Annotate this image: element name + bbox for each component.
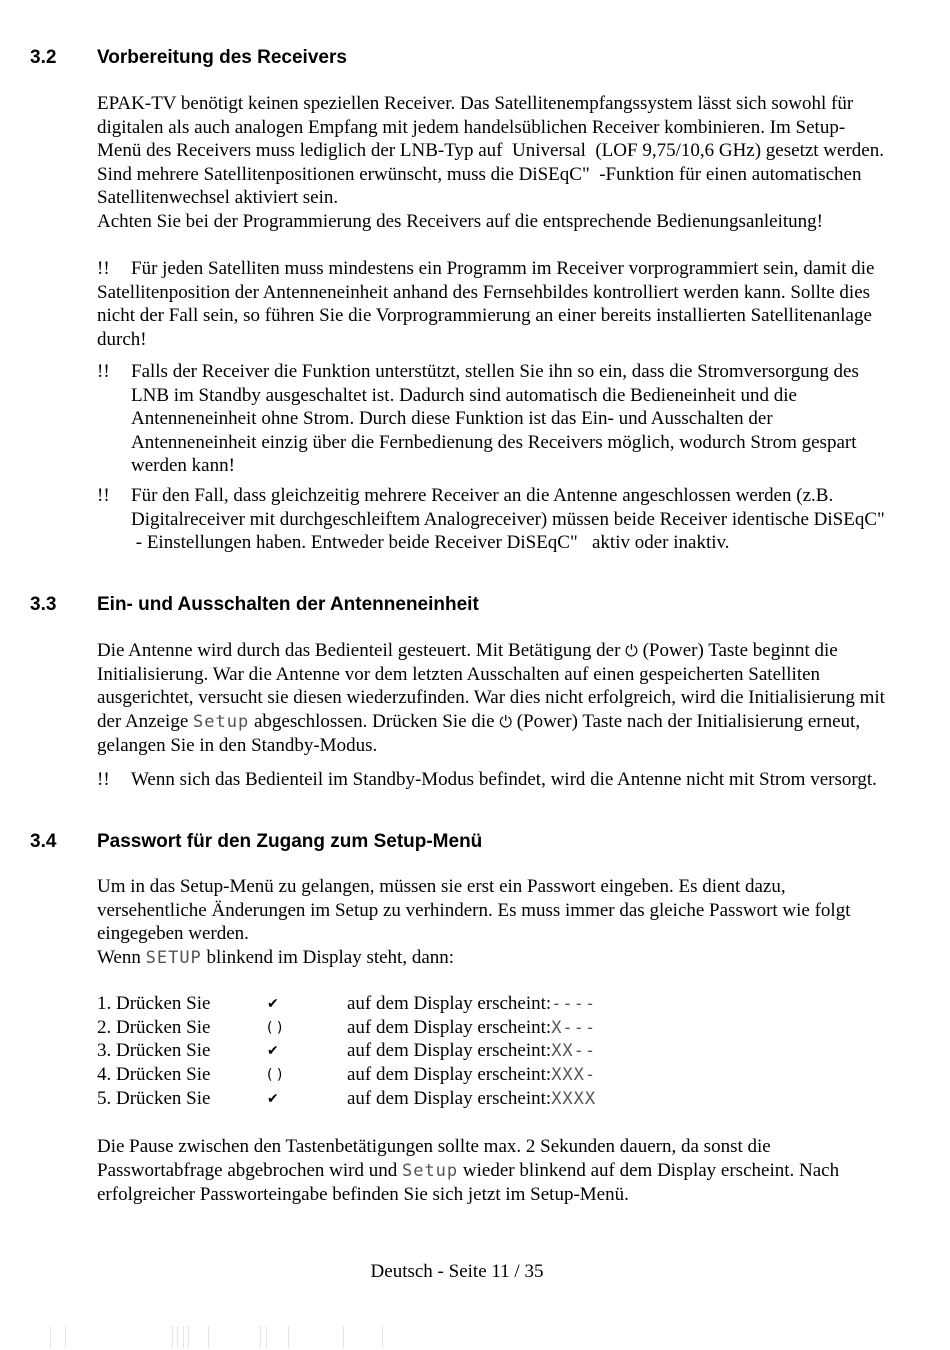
lcd-display-text: XXXX — [551, 1089, 597, 1110]
check-icon: ✔ — [267, 1043, 279, 1060]
list-item — [97, 1040, 797, 1064]
cycle-icon: ( ) — [267, 1019, 283, 1036]
note-1 — [97, 257, 887, 351]
note-4 — [97, 768, 887, 792]
section-number: 3.2 — [30, 47, 57, 68]
lcd-display-text: X--- — [551, 1017, 597, 1038]
section-heading-3-2 — [30, 47, 347, 69]
paragraph — [97, 1135, 887, 1207]
section-heading-3-4 — [30, 831, 482, 853]
section-number: 3.3 — [30, 594, 57, 615]
paragraph — [97, 946, 887, 971]
step-label: 1. Drücken Sie — [97, 992, 211, 1014]
step-label: 3. Drücken Sie — [97, 1040, 211, 1062]
list-item — [97, 992, 797, 1016]
check-icon: ✔ — [267, 995, 279, 1012]
note-mark: !! — [97, 485, 110, 506]
note-mark: !! — [97, 361, 110, 382]
step-label: 5. Drücken Sie — [97, 1088, 211, 1110]
paragraph: Achten Sie bei der Programmierung des Receivers auf die entsprechende Bedienungsanleitung! — [97, 210, 823, 232]
lcd-display-text: Setup — [193, 711, 250, 732]
text-run: (Power) Taste beginnt die Initialisierung. War die Antenne vor dem letzten Ausschalten auf einen gespeicherten Satelliten ausgerichtet, versucht sie diesen wiederzufinden. War dies nicht erfolgreich, wird die Initialisierung mit der Anzeige — [97, 640, 885, 732]
text-run: (Power) Taste nach der Initialisierung erneut, gelangen Sie in den Standby-Modus. — [97, 710, 861, 757]
note-mark: !! — [97, 769, 110, 790]
step-text: auf dem Display erscheint: — [347, 1040, 552, 1062]
section-number: 3.4 — [30, 831, 57, 852]
cycle-icon: ( ) — [267, 1067, 283, 1084]
section-3-2-body — [97, 92, 887, 234]
page-footer: Deutsch - Seite 11 / 35 — [370, 1261, 544, 1282]
list-item — [97, 1087, 797, 1111]
step-label: 2. Drücken Sie — [97, 1016, 211, 1038]
note-mark: !! — [97, 258, 110, 279]
note-text: Falls der Receiver die Funktion unterstützt, stellen Sie ihn so ein, dass die Stromversorgung des LNB im Standby ausgeschaltet ist. Dadurch sind automatisch die Bedieneinheit und die Antenneneinheit ohne Strom. Durch diese Funktion ist das Ein- und Ausschalten der Antenneneinheit einzig über die Fernbedienung des Receivers möglich, wodurch Strom gespart werden kann! — [131, 361, 859, 477]
section-3-4-body — [97, 875, 887, 970]
lcd-display-text: XXX- — [551, 1065, 597, 1086]
scan-artifacts — [40, 1326, 440, 1350]
lcd-display-text: Setup — [401, 1160, 459, 1181]
lcd-display-text: SETUP — [145, 947, 202, 968]
section-title: Vorbereitung des Receivers — [97, 47, 347, 68]
step-text: auf dem Display erscheint: — [347, 1064, 552, 1086]
note-3 — [97, 484, 887, 555]
step-label: 4. Drücken Sie — [97, 1064, 211, 1086]
power-icon: ⏻ — [499, 711, 512, 731]
section-heading-3-3 — [30, 594, 479, 616]
step-text: auf dem Display erscheint: — [347, 1016, 552, 1038]
text-run: Wenn — [97, 946, 141, 968]
section-3-3-body — [97, 639, 887, 758]
note-text: Für jeden Satelliten muss mindestens ein Programm im Receiver vorprogrammiert sein, damit die Satellitenposition der Antenneneinheit anhand des Fernsehbildes kontrolliert werden kann. Sollte dies nicht der Fall sein, so führen Sie die Vorprogrammierung an einer bereits installierten Satellitenanlage durch! — [97, 258, 875, 350]
section-3-4-closing — [97, 1135, 887, 1207]
power-icon: ⏻ — [625, 641, 638, 660]
password-steps — [97, 992, 797, 1111]
text-run: Die Antenne wird durch das Bedienteil gesteuert. Mit Betätigung der — [97, 640, 621, 661]
step-text: auf dem Display erscheint: — [347, 992, 552, 1014]
paragraph — [97, 639, 887, 758]
note-text: Wenn sich das Bedienteil im Standby-Modus befindet, wird die Antenne nicht mit Strom versorgt. — [131, 769, 877, 790]
list-item — [97, 1016, 797, 1040]
paragraph: Um in das Setup-Menü zu gelangen, müssen sie erst ein Passwort eingeben. Es dient dazu, versehentliche Änderungen im Setup zu verhindern. Es muss immer das gleiche Passwort wie folgt eingegeben werden. — [97, 876, 851, 945]
text-run: abgeschlossen. Drücken Sie die — [253, 710, 495, 732]
note-text: Für den Fall, dass gleichzeitig mehrere Receiver an die Antenne angeschlossen werden (z.B. Digitalreceiver mit durchgeschleiftem Analogreceiver) müssen beide Receiver identische DiSEqC" - Einstellungen haben. Entweder beide Receiver DiSEqC" aktiv oder inaktiv. — [131, 485, 885, 554]
check-icon: ✔ — [267, 1091, 279, 1108]
list-item — [97, 1063, 797, 1087]
lcd-display-text: ---- — [551, 993, 597, 1014]
section-title: Ein- und Ausschalten der Antenneneinheit — [97, 594, 479, 615]
step-text: auf dem Display erscheint: — [347, 1088, 552, 1110]
text-run: Die Pause zwischen den Tastenbetätigungen sollte max. 2 Sekunden dauern, da sonst die Passwortabfrage abgebrochen wird und — [97, 1136, 771, 1181]
note-2 — [97, 360, 887, 478]
paragraph: EPAK-TV benötigt keinen speziellen Receiver. Das Satellitenempfangssystem lässt sich sowohl für digitalen als auch analogen Empfang mit jedem handelsüblichen Receiver kombinieren. Im Setup-Menü des Receivers muss lediglich der LNB-Typ auf Universal (LOF 9,75/10,6 GHz) gesetzt werden. Sind mehrere Satellitenpositionen erwünscht, muss die DiSEqC" -Funktion für einen automatischen Satellitenwechsel aktiviert sein. — [97, 93, 884, 209]
text-run: wieder blinkend auf dem Display erscheint. Nach erfolgreicher Passworteingabe befinden Sie sich jetzt im Setup-Menü. — [97, 1159, 840, 1206]
text-run: blinkend im Display steht, dann: — [206, 946, 455, 968]
section-title: Passwort für den Zugang zum Setup-Menü — [97, 831, 483, 852]
lcd-display-text: XX-- — [551, 1041, 597, 1062]
